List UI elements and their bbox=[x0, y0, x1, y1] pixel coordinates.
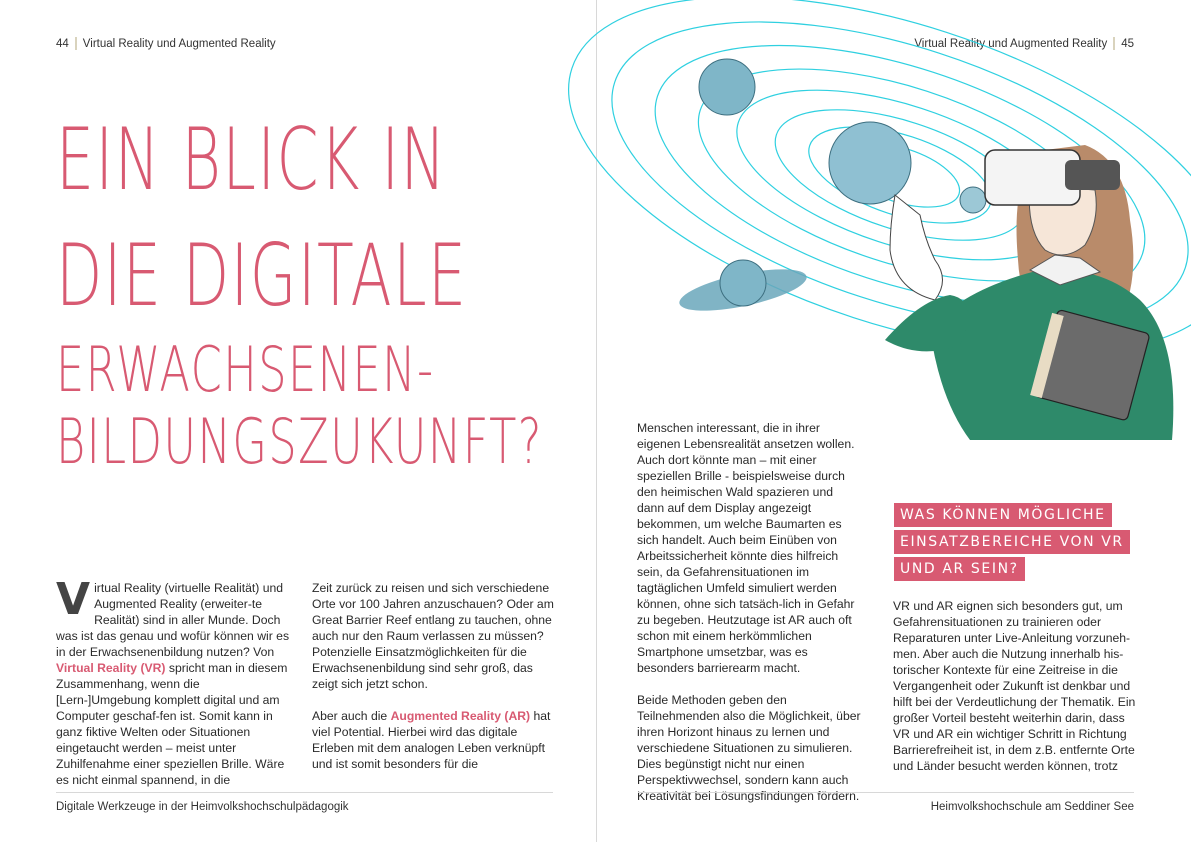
right-footer: Heimvolkshochschule am Seddiner See bbox=[638, 792, 1134, 813]
title-line-1: EIN BLICK IN bbox=[56, 110, 447, 210]
right-column-1 bbox=[637, 420, 862, 804]
intro-text-a: irtual Reality (virtuelle Realität) und Augmented Reality (erweiter-te Realität) sind in aller Munde. Doch was ist das genau und wofür können wir es in der Erwachsenenbildung nutzen? Von bbox=[56, 581, 290, 659]
planet-top-left bbox=[699, 59, 755, 115]
right-running-head: Virtual Reality und Augmented Reality bbox=[914, 37, 1108, 50]
left-running-head: Virtual Reality und Augmented Reality bbox=[82, 37, 276, 50]
right-column-2 bbox=[893, 598, 1137, 774]
question-line-1: WAS KÖNNEN MÖGLICHE bbox=[894, 503, 1112, 527]
article-title bbox=[56, 102, 576, 478]
question-line-2: EINSATZBEREICHE VON VR bbox=[894, 530, 1130, 554]
right-col1-paragraph-2: Beide Methoden geben den Teilnehmenden also die Möglichkeit, über ihren Horizont hinaus zu lernen und verschiedene Situationen zu simulieren. Dies begünstigt nicht nur einen Perspektivwechsel, sondern kann auch Kreativität bei Lösungsfindungen fördern. bbox=[637, 693, 861, 803]
ar-text-a: Aber auch die bbox=[312, 709, 391, 723]
right-col2-paragraph-1: VR und AR eignen sich besonders gut, um Gefahrensituationen zu trainieren oder Reparaturen unter Live-Anleitung vorzuneh-men. Aber auch die Nutzung innerhalb his-torischer Kontexte für eine Zeitreise in die Vergangenheit oder Zukunft ist denkbar und hilft bei der Verdeutlichung der Thematik. Ein großer Vorteil besteht weiterhin darin, dass VR und AR ein wichtiger Schritt in Richtung Barrierefreiheit ist, in dem z.B. entfernte Orte und Länder besucht werden können, trotz bbox=[893, 599, 1136, 773]
title-line-4: BILDUNGSZUKUNFT? bbox=[56, 405, 543, 478]
left-footer: Digitale Werkzeuge in der Heimvolkshochschulpädagogik bbox=[56, 792, 553, 813]
person-with-vr-headset bbox=[885, 145, 1173, 440]
left-column-1 bbox=[56, 574, 290, 788]
planet-center bbox=[829, 122, 911, 204]
saturn bbox=[720, 260, 766, 306]
header-divider bbox=[75, 37, 77, 50]
intro-paragraph bbox=[56, 574, 290, 788]
question-line-3: UND AR SEIN? bbox=[894, 557, 1025, 581]
vr-planets-illustration bbox=[540, 0, 1191, 450]
title-line-2: DIE DIGITALE bbox=[56, 226, 468, 326]
planet-small bbox=[960, 187, 986, 213]
raised-hand bbox=[890, 195, 943, 300]
question-heading bbox=[894, 503, 1134, 584]
title-line-3: ERWACHSENEN- bbox=[56, 333, 435, 406]
ar-highlight: Augmented Reality (AR) bbox=[390, 709, 531, 723]
ar-text-b: hat viel Potential. Hierbei wird das digitale Erleben mit dem analogen Leben verknüpft und ist somit besonders für die bbox=[312, 709, 551, 771]
col2-paragraph-1: Zeit zurück zu reisen und sich verschiedene Orte vor 100 Jahren anzuschauen? Oder am Great Barrier Reef entlang zu tauchen, ohne auch nur den Raum verlassen zu müssen? Potenzielle Einsatzmöglichkeiten für die Erwachsenenbildung sind sehr groß, das zeigt sich jetzt schon. bbox=[312, 581, 554, 691]
vr-highlight: Virtual Reality (VR) bbox=[56, 661, 166, 675]
vr-strap bbox=[1065, 160, 1120, 190]
right-col1-paragraph-1: Menschen interessant, die in ihrer eigenen Lebensrealität ansetzen wollen. Auch dort könnte man – mit einer speziellen Brille - beispielsweise durch den heimischen Wald spazieren und dann auf dem Display angezeigt bekommen, um welche Baumarten es sich handelt. Auch beim Einüben von Arbeitssicherheit könnte dies hilfreich sein, da Gefahrensituationen im tagtäglichen Umfeld simuliert werden können, ohne sich tatsäch-lich in Gefahr zu begeben. Heutzutage ist AR auch oft schon mit einem herkömmlichen Smartphone umsetzbar, was es besonders barrierearm macht. bbox=[637, 421, 855, 675]
left-column-2 bbox=[312, 580, 558, 772]
right-page-number: 45 bbox=[1121, 37, 1134, 50]
drop-cap: V bbox=[56, 574, 91, 625]
left-page-number: 44 bbox=[56, 37, 69, 50]
col2-paragraph-2 bbox=[312, 708, 558, 772]
arm bbox=[885, 295, 968, 351]
intro-text-b: spricht man in diesem Zusammenhang, wenn die [Lern-]Umgebung komplett digital und am Computer geschaf-fen ist. Somit kann in ganz fiktive Welten oder Situationen eingetaucht werden – meist unter Zuhilfenahme einer speziellen Brille. Wäre es nicht einmal spannend, in die bbox=[56, 661, 288, 787]
left-running-header bbox=[56, 37, 276, 50]
